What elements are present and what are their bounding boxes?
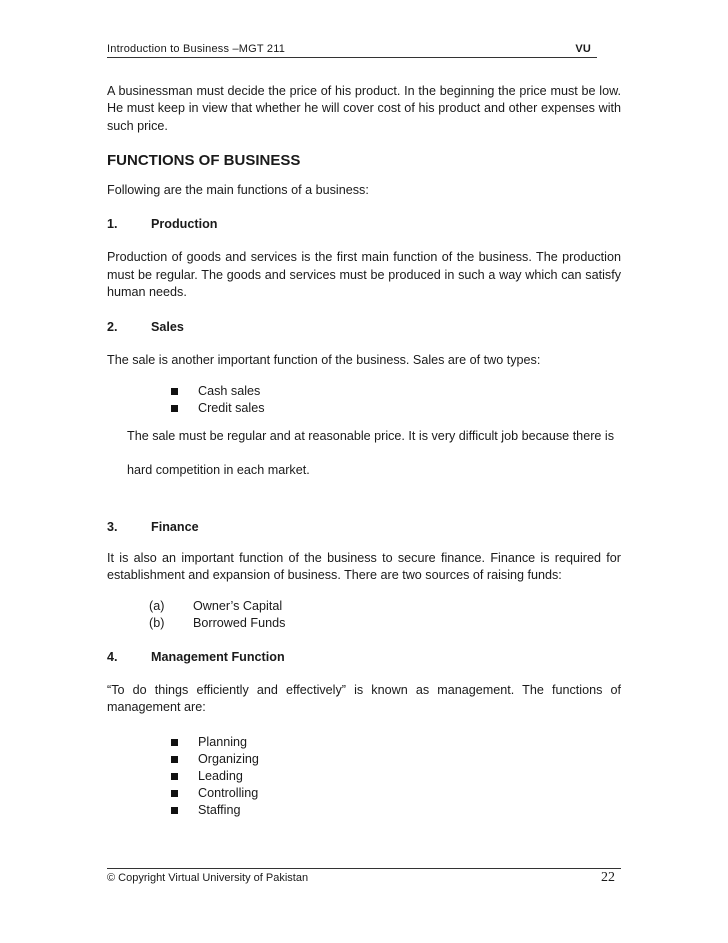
list-marker: (a) xyxy=(149,598,165,613)
list-item xyxy=(171,768,621,785)
list-item xyxy=(171,785,621,802)
page-footer xyxy=(107,868,621,886)
function-title: Finance xyxy=(151,520,199,535)
list-item xyxy=(171,802,621,819)
list-item-label: Staffing xyxy=(198,802,241,817)
function-title: Sales xyxy=(151,319,184,334)
list-item-label: Controlling xyxy=(198,785,259,800)
square-bullet-icon xyxy=(171,773,178,780)
list-item xyxy=(171,751,621,768)
finance-paragraph: It is also an important function of the business to secure finance. Finance is required for establishment and expansion of business. There are two sources of raising funds: xyxy=(107,550,621,583)
list-marker: (b) xyxy=(149,616,165,630)
function-number: 4. xyxy=(107,649,118,664)
sales-note-line-1: The sale must be regular and at reasonable price. It is very difficult job because there is xyxy=(127,429,614,444)
management-paragraph: “To do things efficiently and effectively” is known as management. The functions of management are: xyxy=(107,682,621,715)
section-lead: Following are the main functions of a business: xyxy=(107,182,369,197)
production-paragraph: Production of goods and services is the first main function of the business. The production must be regular. The goods and services must be produced in such a way which can satisfy human needs. xyxy=(107,250,621,300)
square-bullet-icon xyxy=(171,807,178,814)
function-number: 3. xyxy=(107,520,118,535)
square-bullet-icon xyxy=(171,756,178,763)
list-item-label: Leading xyxy=(198,768,243,783)
function-heading-production xyxy=(107,216,621,233)
list-item-label: Credit sales xyxy=(198,401,265,416)
page-number: 22 xyxy=(601,870,615,885)
square-bullet-icon xyxy=(171,388,178,395)
function-heading-management xyxy=(107,649,621,666)
square-bullet-icon xyxy=(171,790,178,797)
function-heading-sales xyxy=(107,319,621,336)
page-content xyxy=(107,83,621,819)
function-heading-finance xyxy=(107,519,621,536)
funding-sources-list xyxy=(107,598,621,633)
function-number: 2. xyxy=(107,319,118,334)
list-item-label: Owner’s Capital xyxy=(193,598,283,613)
sales-paragraph: The sale is another important function of the business. Sales are of two types: xyxy=(107,353,541,368)
list-item xyxy=(171,400,621,417)
list-item xyxy=(149,615,621,633)
list-item xyxy=(171,383,621,400)
sales-types-list xyxy=(107,383,621,417)
list-item-label: Organizing xyxy=(198,751,259,766)
header-course-title: Introduction to Business –MGT 211 xyxy=(107,43,286,55)
function-title: Production xyxy=(151,217,218,232)
section-title: FUNCTIONS OF BUSINESS xyxy=(107,152,301,170)
intro-paragraph: A businessman must decide the price of his product. In the beginning the price must be low. He must keep in view that whether he will cover cost of his product and other expenses with such price. xyxy=(107,84,621,133)
list-item-label: Borrowed Funds xyxy=(193,616,286,630)
list-item xyxy=(171,734,621,751)
list-item-label: Cash sales xyxy=(198,384,261,399)
sales-note-line-2: hard competition in each market. xyxy=(127,462,310,477)
list-item xyxy=(149,598,621,616)
header-vu-label: VU xyxy=(575,43,591,55)
square-bullet-icon xyxy=(171,739,178,746)
page-header xyxy=(107,43,597,58)
function-title: Management Function xyxy=(151,649,285,664)
list-item-label: Planning xyxy=(198,734,248,749)
square-bullet-icon xyxy=(171,405,178,412)
management-functions-list xyxy=(107,734,621,819)
function-number: 1. xyxy=(107,217,118,232)
footer-copyright: © Copyright Virtual University of Pakistan xyxy=(107,872,309,884)
